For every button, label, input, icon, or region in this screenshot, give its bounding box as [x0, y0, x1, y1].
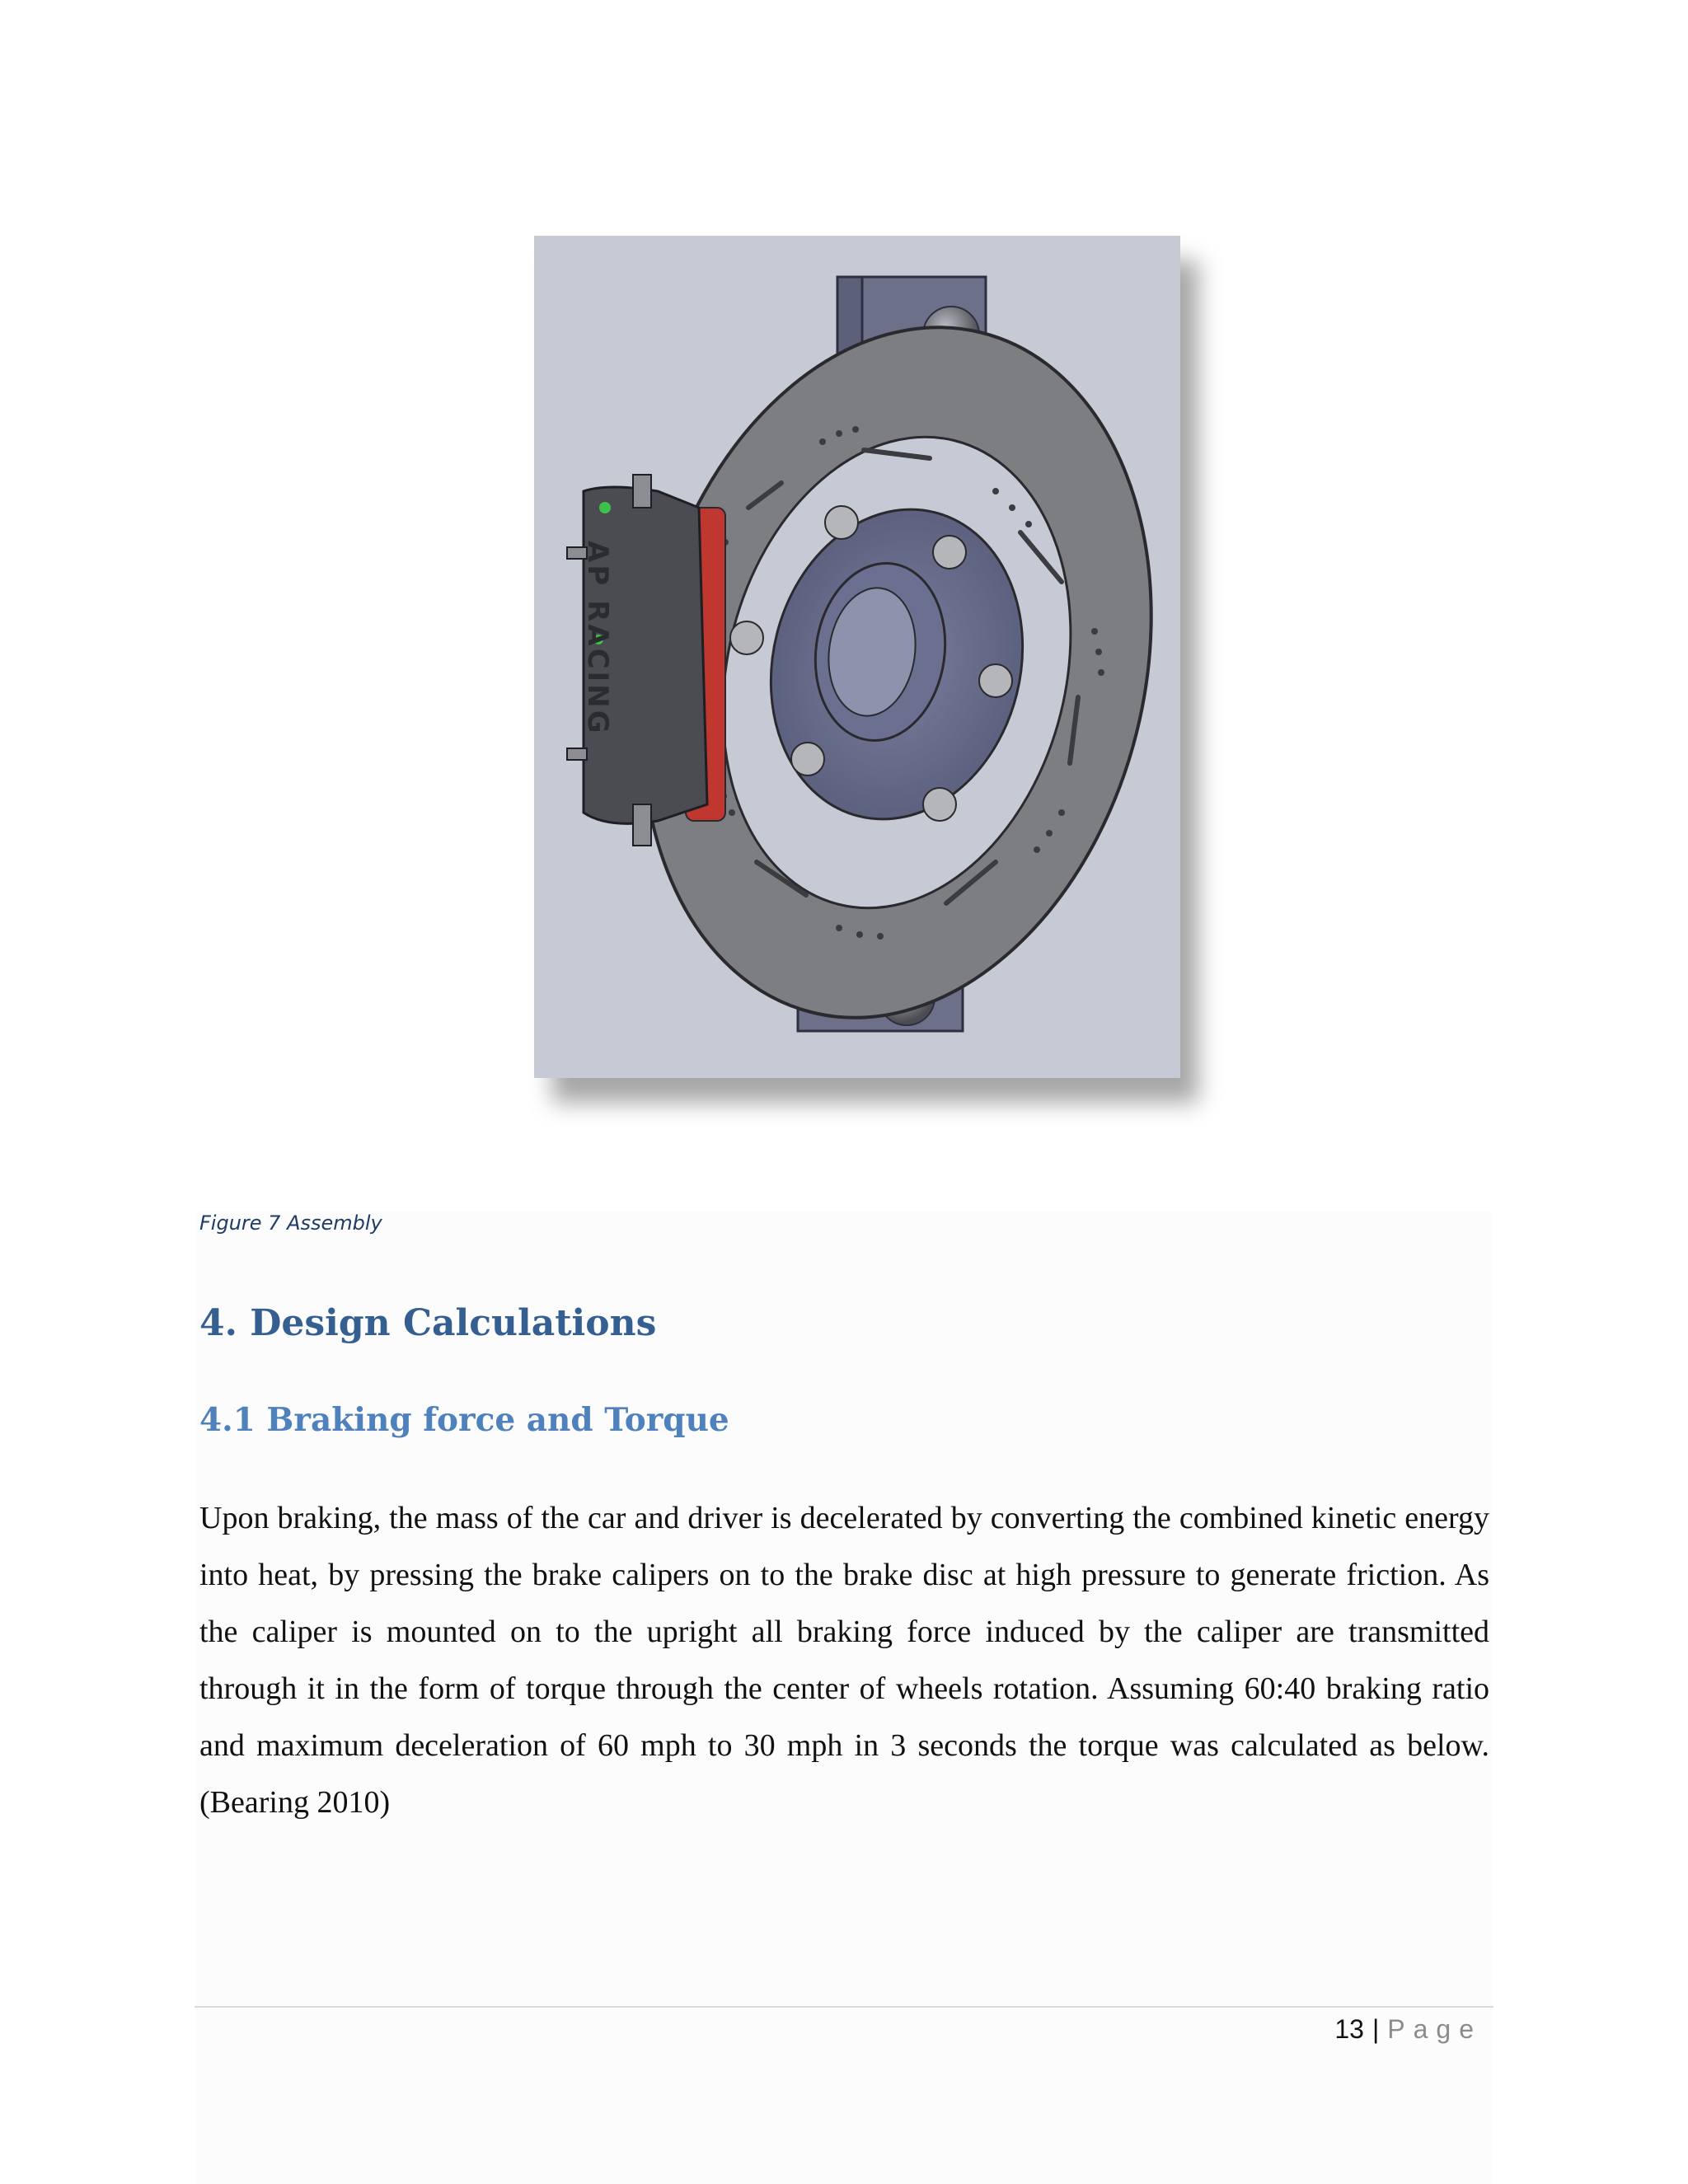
brake-assembly-render: [534, 236, 1180, 1078]
section-heading: 4. Design Calculations: [199, 1302, 657, 1344]
caliper-brand-text: AP RACING: [581, 541, 614, 736]
footer-separator: |: [1372, 2014, 1380, 2044]
page-number: 13: [1334, 2014, 1364, 2044]
subsection-heading: 4.1 Braking force and Torque: [199, 1401, 729, 1439]
page-label: Page: [1387, 2014, 1482, 2044]
page-footer: [1334, 2014, 1482, 2045]
figure-caption: Figure 7 Assembly: [199, 1212, 382, 1235]
body-paragraph: Upon braking, the mass of the car and driver is decelerated by converting the combined kinetic energy into heat, by pressing the brake calipers on to the brake disc at high pressure to generate friction. As the caliper is mounted on to the upright all braking force induced by the caliper are transmitted through it in the form of torque through the center of wheels rotation. Assuming 60:40 braking ratio and maximum deceleration of 60 mph to 30 mph in 3 seconds the torque was calculated as below.(Bearing 2010): [199, 1501, 1489, 1820]
brake-caliper: [567, 475, 725, 846]
assembly-figure: [534, 236, 1180, 1078]
footer-divider: [195, 2006, 1493, 2008]
